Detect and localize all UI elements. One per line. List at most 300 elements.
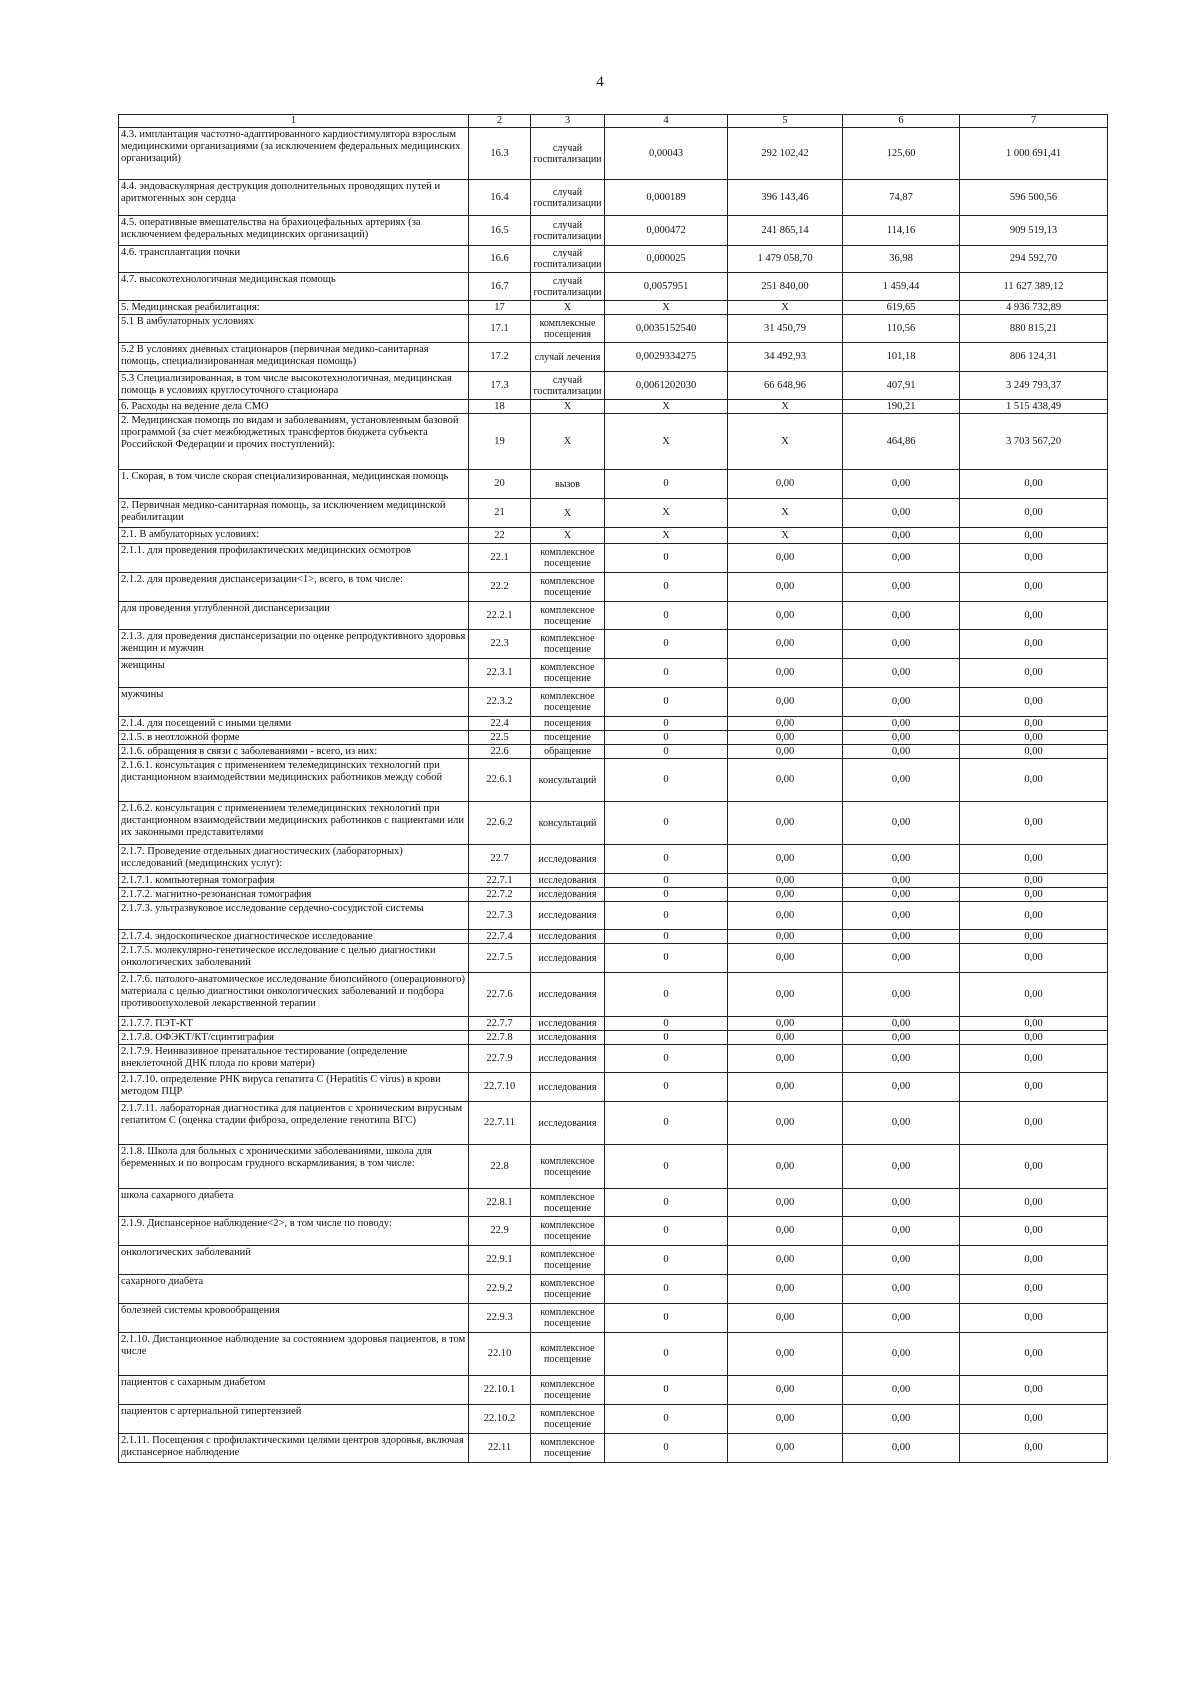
total-cost: 0,00: [960, 544, 1108, 573]
total-cost: 1 515 438,49: [960, 400, 1108, 414]
indicator-name: 2.1.3. для проведения диспансеризации по оценке репродуктивного здоровья женщин и мужчин: [119, 630, 469, 659]
line-number: 17.3: [469, 372, 531, 400]
volume-norm: 0: [605, 1405, 728, 1434]
unit-cost: 31 450,79: [728, 315, 843, 343]
indicator-name: 2.1.5. в неотложной форме: [119, 731, 469, 745]
indicator-name: 2.1.8. Школа для больных с хроническими заболеваниями, школа для беременных и по вопросам грудного вскармливания, в том числе:: [119, 1145, 469, 1189]
table-row: [119, 315, 1108, 343]
volume-norm: X: [605, 414, 728, 470]
volume-norm: X: [605, 528, 728, 544]
per-capita-cost: 114,16: [843, 216, 960, 246]
unit-cost: 0,00: [728, 1145, 843, 1189]
indicator-name: 5.3 Специализированная, в том числе высокотехнологичная, медицинская помощь в условиях круглосуточного стационара: [119, 372, 469, 400]
unit-cost: 0,00: [728, 1275, 843, 1304]
line-number: 22.7.5: [469, 944, 531, 973]
per-capita-cost: 0,00: [843, 1073, 960, 1102]
per-capita-cost: 0,00: [843, 1145, 960, 1189]
total-cost: 0,00: [960, 1333, 1108, 1376]
volume-norm: 0: [605, 688, 728, 717]
line-number: 17.1: [469, 315, 531, 343]
unit-of-measure: X: [531, 499, 605, 528]
line-number: 22.6.2: [469, 802, 531, 845]
line-number: 16.3: [469, 128, 531, 180]
unit-of-measure: исследования: [531, 930, 605, 944]
total-cost: 880 815,21: [960, 315, 1108, 343]
column-number: 6: [843, 115, 960, 128]
volume-norm: 0: [605, 1434, 728, 1463]
per-capita-cost: 0,00: [843, 544, 960, 573]
indicator-name: 2.1.7. Проведение отдельных диагностических (лабораторных) исследований (медицинских услуг):: [119, 845, 469, 874]
volume-norm: 0,0035152540: [605, 315, 728, 343]
volume-norm: 0,000472: [605, 216, 728, 246]
indicator-name: 2.1.6.1. консультация с применением телемедицинских технологий при дистанционном взаимодействии медицинских работников между собой: [119, 759, 469, 802]
indicator-name: пациентов с артериальной гипертензией: [119, 1405, 469, 1434]
line-number: 20: [469, 470, 531, 499]
indicator-name: 4.4. эндоваскулярная деструкция дополнительных проводящих путей и аритмогенных зон сердца: [119, 180, 469, 216]
unit-cost: 0,00: [728, 1246, 843, 1275]
indicator-name: 2.1.6.2. консультация с применением телемедицинских технологий при дистанционном взаимодействии медицинских работников с пациентами или их законными представителями: [119, 802, 469, 845]
table-row: [119, 343, 1108, 372]
unit-of-measure: исследования: [531, 874, 605, 888]
indicator-name: 4.6. трансплантация почки: [119, 246, 469, 273]
line-number: 22.10.1: [469, 1376, 531, 1405]
per-capita-cost: 0,00: [843, 1405, 960, 1434]
unit-cost: 0,00: [728, 573, 843, 602]
unit-cost: 34 492,93: [728, 343, 843, 372]
line-number: 22.7.8: [469, 1031, 531, 1045]
table-row: [119, 802, 1108, 845]
table-row: [119, 944, 1108, 973]
volume-norm: 0: [605, 573, 728, 602]
table-row: [119, 1405, 1108, 1434]
unit-cost: 0,00: [728, 544, 843, 573]
line-number: 22.4: [469, 717, 531, 731]
per-capita-cost: 0,00: [843, 1434, 960, 1463]
line-number: 22.10: [469, 1333, 531, 1376]
volume-norm: 0: [605, 1017, 728, 1031]
unit-cost: 0,00: [728, 1189, 843, 1217]
unit-cost: 0,00: [728, 602, 843, 630]
total-cost: 806 124,31: [960, 343, 1108, 372]
total-cost: 0,00: [960, 1145, 1108, 1189]
unit-of-measure: комплексное посещение: [531, 1405, 605, 1434]
indicator-name: 2. Медицинская помощь по видам и заболеваниям, установленным базовой программой (за счет межбюджетных трансфертов бюджета субъекта Российской Федерации и прочих поступлений):: [119, 414, 469, 470]
table-row: [119, 659, 1108, 688]
indicator-name: 2.1.10. Дистанционное наблюдение за состоянием здоровья пациентов, в том числе: [119, 1333, 469, 1376]
line-number: 22.3.1: [469, 659, 531, 688]
unit-of-measure: комплексное посещение: [531, 1189, 605, 1217]
unit-of-measure: комплексное посещение: [531, 630, 605, 659]
per-capita-cost: 0,00: [843, 717, 960, 731]
total-cost: 0,00: [960, 602, 1108, 630]
indicator-name: 2.1.7.4. эндоскопическое диагностическое исследование: [119, 930, 469, 944]
unit-cost: 0,00: [728, 1073, 843, 1102]
indicator-name: 2.1. В амбулаторных условиях:: [119, 528, 469, 544]
volume-norm: 0: [605, 973, 728, 1017]
unit-cost: 0,00: [728, 845, 843, 874]
per-capita-cost: 0,00: [843, 659, 960, 688]
unit-of-measure: исследования: [531, 1102, 605, 1145]
total-cost: 0,00: [960, 944, 1108, 973]
table-row: [119, 1376, 1108, 1405]
line-number: 22.10.2: [469, 1405, 531, 1434]
column-number: 3: [531, 115, 605, 128]
per-capita-cost: 0,00: [843, 874, 960, 888]
unit-cost: X: [728, 528, 843, 544]
indicator-name: 2.1.7.6. патолого-анатомическое исследование биопсийного (операционного) материала с целью диагностики онкологических заболеваний и подбора противоопухолевой лекарственной терапии: [119, 973, 469, 1017]
total-cost: 0,00: [960, 1217, 1108, 1246]
unit-of-measure: комплексное посещение: [531, 573, 605, 602]
per-capita-cost: 0,00: [843, 802, 960, 845]
indicator-name: 6. Расходы на ведение дела СМО: [119, 400, 469, 414]
total-cost: 0,00: [960, 1405, 1108, 1434]
unit-cost: 0,00: [728, 973, 843, 1017]
column-number: 5: [728, 115, 843, 128]
volume-norm: 0,00043: [605, 128, 728, 180]
unit-of-measure: комплексные посещения: [531, 315, 605, 343]
unit-of-measure: исследования: [531, 973, 605, 1017]
unit-cost: X: [728, 499, 843, 528]
total-cost: 0,00: [960, 930, 1108, 944]
unit-of-measure: случай госпитализации: [531, 246, 605, 273]
table-row: [119, 301, 1108, 315]
total-cost: 0,00: [960, 1045, 1108, 1073]
total-cost: 0,00: [960, 659, 1108, 688]
unit-of-measure: комплексное посещение: [531, 544, 605, 573]
volume-norm: 0: [605, 930, 728, 944]
unit-of-measure: комплексное посещение: [531, 1145, 605, 1189]
indicator-name: 2.1.7.5. молекулярно-генетическое исследование с целью диагностики онкологических заболеваний: [119, 944, 469, 973]
column-number: 4: [605, 115, 728, 128]
unit-cost: 1 479 058,70: [728, 246, 843, 273]
table-row: [119, 544, 1108, 573]
per-capita-cost: 0,00: [843, 602, 960, 630]
total-cost: 0,00: [960, 888, 1108, 902]
unit-cost: 0,00: [728, 902, 843, 930]
per-capita-cost: 110,56: [843, 315, 960, 343]
indicator-name: 2.1.6. обращения в связи с заболеваниями - всего, из них:: [119, 745, 469, 759]
unit-cost: 0,00: [728, 888, 843, 902]
total-cost: 0,00: [960, 1073, 1108, 1102]
total-cost: 0,00: [960, 745, 1108, 759]
line-number: 22.7.9: [469, 1045, 531, 1073]
unit-of-measure: X: [531, 400, 605, 414]
total-cost: 0,00: [960, 1275, 1108, 1304]
line-number: 22.2.1: [469, 602, 531, 630]
table-row: [119, 1217, 1108, 1246]
indicator-name: 4.5. оперативные вмешательства на брахиоцефальных артериях (за исключением федеральных медицинских организаций): [119, 216, 469, 246]
total-cost: 1 000 691,41: [960, 128, 1108, 180]
unit-of-measure: исследования: [531, 902, 605, 930]
total-cost: 11 627 389,12: [960, 273, 1108, 301]
per-capita-cost: 0,00: [843, 845, 960, 874]
line-number: 22.3: [469, 630, 531, 659]
unit-cost: 0,00: [728, 1405, 843, 1434]
per-capita-cost: 0,00: [843, 528, 960, 544]
unit-of-measure: комплексное посещение: [531, 1217, 605, 1246]
indicator-name: 2.1.7.7. ПЭТ-КТ: [119, 1017, 469, 1031]
unit-cost: 292 102,42: [728, 128, 843, 180]
table-row: [119, 630, 1108, 659]
line-number: 22.8.1: [469, 1189, 531, 1217]
volume-norm: 0: [605, 731, 728, 745]
line-number: 22.7.6: [469, 973, 531, 1017]
unit-of-measure: исследования: [531, 845, 605, 874]
table-row: [119, 1189, 1108, 1217]
unit-cost: 0,00: [728, 731, 843, 745]
column-number-row: [119, 115, 1108, 128]
financing-table: [118, 114, 1108, 1463]
indicator-name: женщины: [119, 659, 469, 688]
table-row: [119, 400, 1108, 414]
total-cost: 0,00: [960, 1102, 1108, 1145]
total-cost: 0,00: [960, 1031, 1108, 1045]
table-row: [119, 216, 1108, 246]
unit-cost: 0,00: [728, 1031, 843, 1045]
total-cost: 4 936 732,89: [960, 301, 1108, 315]
line-number: 22.7.3: [469, 902, 531, 930]
total-cost: 3 703 567,20: [960, 414, 1108, 470]
table-row: [119, 528, 1108, 544]
table-row: [119, 1017, 1108, 1031]
page-number: 4: [596, 74, 604, 90]
line-number: 22.9: [469, 1217, 531, 1246]
indicator-name: 2.1.11. Посещения с профилактическими целями центров здоровья, включая диспансерное наблюдение: [119, 1434, 469, 1463]
total-cost: 0,00: [960, 802, 1108, 845]
volume-norm: X: [605, 301, 728, 315]
total-cost: 0,00: [960, 845, 1108, 874]
table-row: [119, 874, 1108, 888]
unit-of-measure: посещение: [531, 731, 605, 745]
total-cost: 0,00: [960, 1434, 1108, 1463]
line-number: 22.1: [469, 544, 531, 573]
line-number: 22.7.11: [469, 1102, 531, 1145]
line-number: 22.9.3: [469, 1304, 531, 1333]
per-capita-cost: 74,87: [843, 180, 960, 216]
unit-of-measure: X: [531, 528, 605, 544]
total-cost: 0,00: [960, 499, 1108, 528]
per-capita-cost: 0,00: [843, 1189, 960, 1217]
table-row: [119, 414, 1108, 470]
total-cost: 3 249 793,37: [960, 372, 1108, 400]
unit-cost: 0,00: [728, 688, 843, 717]
volume-norm: 0: [605, 902, 728, 930]
volume-norm: 0: [605, 1333, 728, 1376]
unit-of-measure: случай лечения: [531, 343, 605, 372]
per-capita-cost: 0,00: [843, 1017, 960, 1031]
volume-norm: 0: [605, 944, 728, 973]
table-row: [119, 1045, 1108, 1073]
total-cost: 0,00: [960, 528, 1108, 544]
table-row: [119, 1031, 1108, 1045]
volume-norm: 0: [605, 802, 728, 845]
indicator-name: 2.1.9. Диспансерное наблюдение<2>, в том числе по поводу:: [119, 1217, 469, 1246]
per-capita-cost: 36,98: [843, 246, 960, 273]
unit-of-measure: посещения: [531, 717, 605, 731]
per-capita-cost: 0,00: [843, 745, 960, 759]
line-number: 22.7.10: [469, 1073, 531, 1102]
indicator-name: пациентов с сахарным диабетом: [119, 1376, 469, 1405]
unit-cost: 0,00: [728, 717, 843, 731]
per-capita-cost: 0,00: [843, 1246, 960, 1275]
unit-cost: 251 840,00: [728, 273, 843, 301]
table-row: [119, 499, 1108, 528]
unit-of-measure: комплексное посещение: [531, 659, 605, 688]
unit-cost: 0,00: [728, 759, 843, 802]
indicator-name: 2.1.7.9. Неинвазивное пренатальное тестирование (определение внеклеточной ДНК плода по крови матери): [119, 1045, 469, 1073]
indicator-name: 5.1 В амбулаторных условиях: [119, 315, 469, 343]
line-number: 22.3.2: [469, 688, 531, 717]
line-number: 18: [469, 400, 531, 414]
unit-of-measure: комплексное посещение: [531, 1246, 605, 1275]
volume-norm: 0: [605, 470, 728, 499]
unit-of-measure: случай госпитализации: [531, 372, 605, 400]
unit-of-measure: исследования: [531, 888, 605, 902]
per-capita-cost: 0,00: [843, 1376, 960, 1405]
per-capita-cost: 0,00: [843, 688, 960, 717]
unit-of-measure: X: [531, 301, 605, 315]
unit-of-measure: комплексное посещение: [531, 688, 605, 717]
volume-norm: 0: [605, 845, 728, 874]
table-row: [119, 973, 1108, 1017]
table-row: [119, 1275, 1108, 1304]
total-cost: 294 592,70: [960, 246, 1108, 273]
line-number: 21: [469, 499, 531, 528]
line-number: 22.2: [469, 573, 531, 602]
line-number: 22.7.2: [469, 888, 531, 902]
line-number: 22.7.1: [469, 874, 531, 888]
per-capita-cost: 0,00: [843, 1275, 960, 1304]
line-number: 16.4: [469, 180, 531, 216]
total-cost: 0,00: [960, 470, 1108, 499]
unit-of-measure: комплексное посещение: [531, 1434, 605, 1463]
unit-of-measure: случай госпитализации: [531, 128, 605, 180]
indicator-name: для проведения углубленной диспансеризации: [119, 602, 469, 630]
total-cost: 909 519,13: [960, 216, 1108, 246]
per-capita-cost: 0,00: [843, 1031, 960, 1045]
indicator-name: 4.3. имплантация частотно-адаптированного кардиостимулятора взрослым медицинскими организациями (за исключением федеральных медицинских организаций): [119, 128, 469, 180]
total-cost: 0,00: [960, 902, 1108, 930]
volume-norm: 0: [605, 1073, 728, 1102]
volume-norm: 0: [605, 1246, 728, 1275]
volume-norm: 0: [605, 1145, 728, 1189]
per-capita-cost: 407,91: [843, 372, 960, 400]
unit-of-measure: консультаций: [531, 759, 605, 802]
total-cost: 0,00: [960, 731, 1108, 745]
unit-cost: 0,00: [728, 1017, 843, 1031]
volume-norm: 0,000025: [605, 246, 728, 273]
volume-norm: 0: [605, 888, 728, 902]
unit-of-measure: X: [531, 414, 605, 470]
unit-of-measure: консультаций: [531, 802, 605, 845]
volume-norm: X: [605, 400, 728, 414]
table-row: [119, 717, 1108, 731]
total-cost: 596 500,56: [960, 180, 1108, 216]
line-number: 22.7.7: [469, 1017, 531, 1031]
per-capita-cost: 0,00: [843, 573, 960, 602]
unit-cost: X: [728, 414, 843, 470]
table-row: [119, 1333, 1108, 1376]
unit-cost: 0,00: [728, 1102, 843, 1145]
unit-cost: 0,00: [728, 470, 843, 499]
volume-norm: 0: [605, 1304, 728, 1333]
indicator-name: 2.1.4. для посещений с иными целями: [119, 717, 469, 731]
line-number: 22: [469, 528, 531, 544]
unit-of-measure: исследования: [531, 1017, 605, 1031]
table-row: [119, 1102, 1108, 1145]
table-row: [119, 372, 1108, 400]
line-number: 16.7: [469, 273, 531, 301]
unit-cost: 0,00: [728, 944, 843, 973]
per-capita-cost: 1 459,44: [843, 273, 960, 301]
unit-of-measure: комплексное посещение: [531, 1333, 605, 1376]
line-number: 22.5: [469, 731, 531, 745]
unit-cost: 0,00: [728, 630, 843, 659]
table-row: [119, 573, 1108, 602]
total-cost: 0,00: [960, 630, 1108, 659]
line-number: 19: [469, 414, 531, 470]
per-capita-cost: 0,00: [843, 731, 960, 745]
table-row: [119, 759, 1108, 802]
line-number: 22.6: [469, 745, 531, 759]
per-capita-cost: 0,00: [843, 1333, 960, 1376]
table-row: [119, 745, 1108, 759]
per-capita-cost: 101,18: [843, 343, 960, 372]
table-row: [119, 688, 1108, 717]
table-row: [119, 1246, 1108, 1275]
line-number: 16.5: [469, 216, 531, 246]
indicator-name: школа сахарного диабета: [119, 1189, 469, 1217]
indicator-name: 2.1.1. для проведения профилактических медицинских осмотров: [119, 544, 469, 573]
table-row: [119, 128, 1108, 180]
line-number: 16.6: [469, 246, 531, 273]
unit-of-measure: обращение: [531, 745, 605, 759]
table-row: [119, 1145, 1108, 1189]
unit-of-measure: исследования: [531, 1031, 605, 1045]
unit-cost: 66 648,96: [728, 372, 843, 400]
table-row: [119, 930, 1108, 944]
indicator-name: 2.1.2. для проведения диспансеризации<1>, всего, в том числе:: [119, 573, 469, 602]
unit-of-measure: исследования: [531, 1045, 605, 1073]
indicator-name: мужчины: [119, 688, 469, 717]
per-capita-cost: 0,00: [843, 1045, 960, 1073]
volume-norm: 0: [605, 874, 728, 888]
volume-norm: 0: [605, 1189, 728, 1217]
table-row: [119, 602, 1108, 630]
indicator-name: 2.1.7.11. лабораторная диагностика для пациентов с хроническим вирусным гепатитом С (оценка стадии фиброза, определение генотипа ВГС): [119, 1102, 469, 1145]
unit-cost: 0,00: [728, 802, 843, 845]
total-cost: 0,00: [960, 973, 1108, 1017]
line-number: 17.2: [469, 343, 531, 372]
per-capita-cost: 0,00: [843, 930, 960, 944]
volume-norm: 0: [605, 544, 728, 573]
per-capita-cost: 0,00: [843, 499, 960, 528]
table-row: [119, 731, 1108, 745]
unit-of-measure: вызов: [531, 470, 605, 499]
volume-norm: 0: [605, 759, 728, 802]
unit-cost: 0,00: [728, 1333, 843, 1376]
table-row: [119, 246, 1108, 273]
volume-norm: 0,000189: [605, 180, 728, 216]
table-row: [119, 470, 1108, 499]
indicator-name: 2.1.7.2. магнитно-резонансная томография: [119, 888, 469, 902]
per-capita-cost: 0,00: [843, 1102, 960, 1145]
volume-norm: 0: [605, 1275, 728, 1304]
total-cost: 0,00: [960, 1189, 1108, 1217]
indicator-name: 2.1.7.8. ОФЭКТ/КТ/сцинтиграфия: [119, 1031, 469, 1045]
indicator-name: 4.7. высокотехнологичная медицинская помощь: [119, 273, 469, 301]
volume-norm: 0: [605, 717, 728, 731]
